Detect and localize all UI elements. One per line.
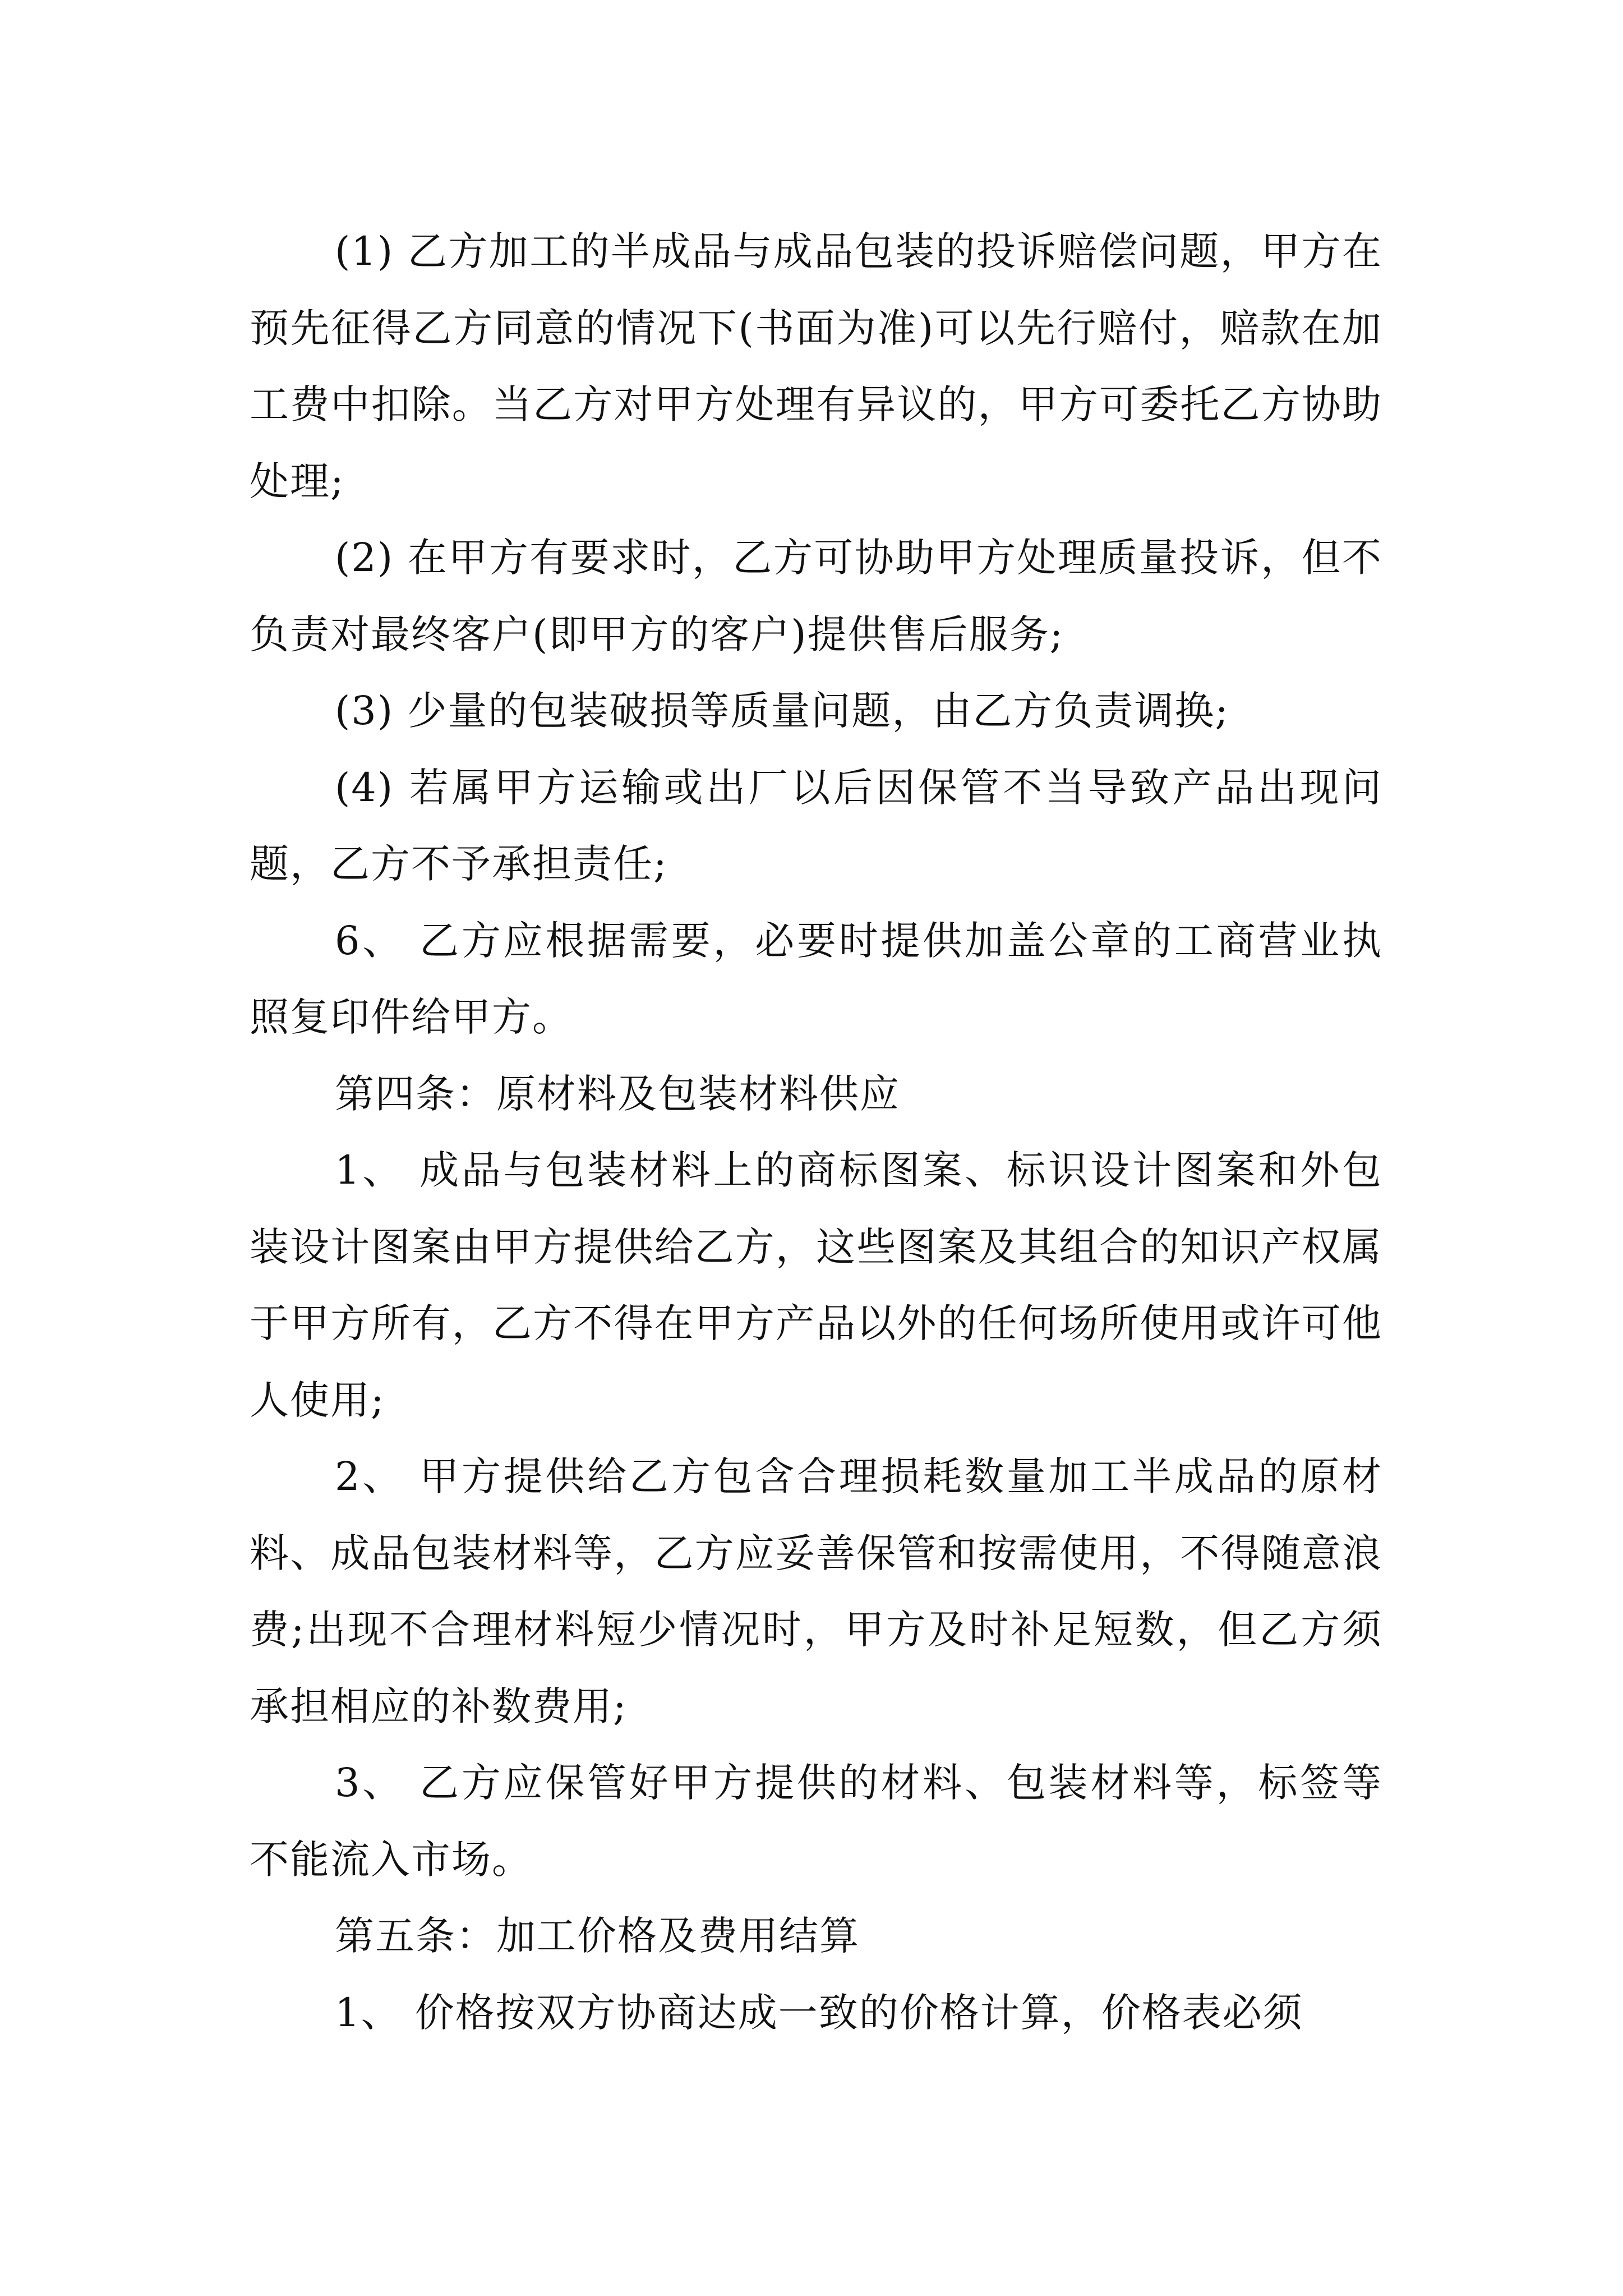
paragraph-business-license: 6、 乙方应根据需要，必要时提供加盖公章的工商营业执照复印件给甲方。 [250, 917, 1382, 1040]
document-body [250, 213, 1382, 2051]
paragraph-transport-liability: (4) 若属甲方运输或出厂以后因保管不当导致产品出现问题，乙方不予承担责任; [250, 764, 1382, 887]
paragraph-material-supply: 2、 甲方提供给乙方包含合理损耗数量加工半成品的原材料、成品包装材料等，乙方应妥善保管和按需使用，不得随意浪费;出现不合理材料短少情况时，甲方及时补足短数，但乙方须承担相应的补数费用; [250, 1453, 1382, 1729]
paragraph-pricing: 1、 价格按双方协商达成一致的价格计算，价格表必须 [335, 1989, 1303, 2036]
paragraph-package-damage: (3) 少量的包装破损等质量问题，由乙方负责调换; [335, 688, 1229, 734]
paragraph-quality-complaint-assist: (2) 在甲方有要求时，乙方可协助甲方处理质量投诉，但不负责对最终客户(即甲方的客户)提供售后服务; [250, 535, 1382, 657]
section-heading-article-5: 第五条：加工价格及费用结算 [335, 1913, 860, 1959]
paragraph-trademark-ip: 1、 成品与包装材料上的商标图案、标识设计图案和外包装设计图案由甲方提供给乙方，这些图案及其组合的知识产权属于甲方所有，乙方不得在甲方产品以外的任何场所使用或许可他人使用; [250, 1147, 1382, 1423]
paragraph-material-custody: 3、 乙方应保管好甲方提供的材料、包装材料等，标签等不能流入市场。 [250, 1760, 1382, 1883]
section-heading-article-4: 第四条：原材料及包装材料供应 [335, 1070, 900, 1117]
paragraph-complaint-compensation: (1) 乙方加工的半成品与成品包装的投诉赔偿问题，甲方在预先征得乙方同意的情况下(书面为准)可以先行赔付，赔款在加工费中扣除。当乙方对甲方处理有异议的，甲方可委托乙方协助处理; [250, 228, 1382, 504]
